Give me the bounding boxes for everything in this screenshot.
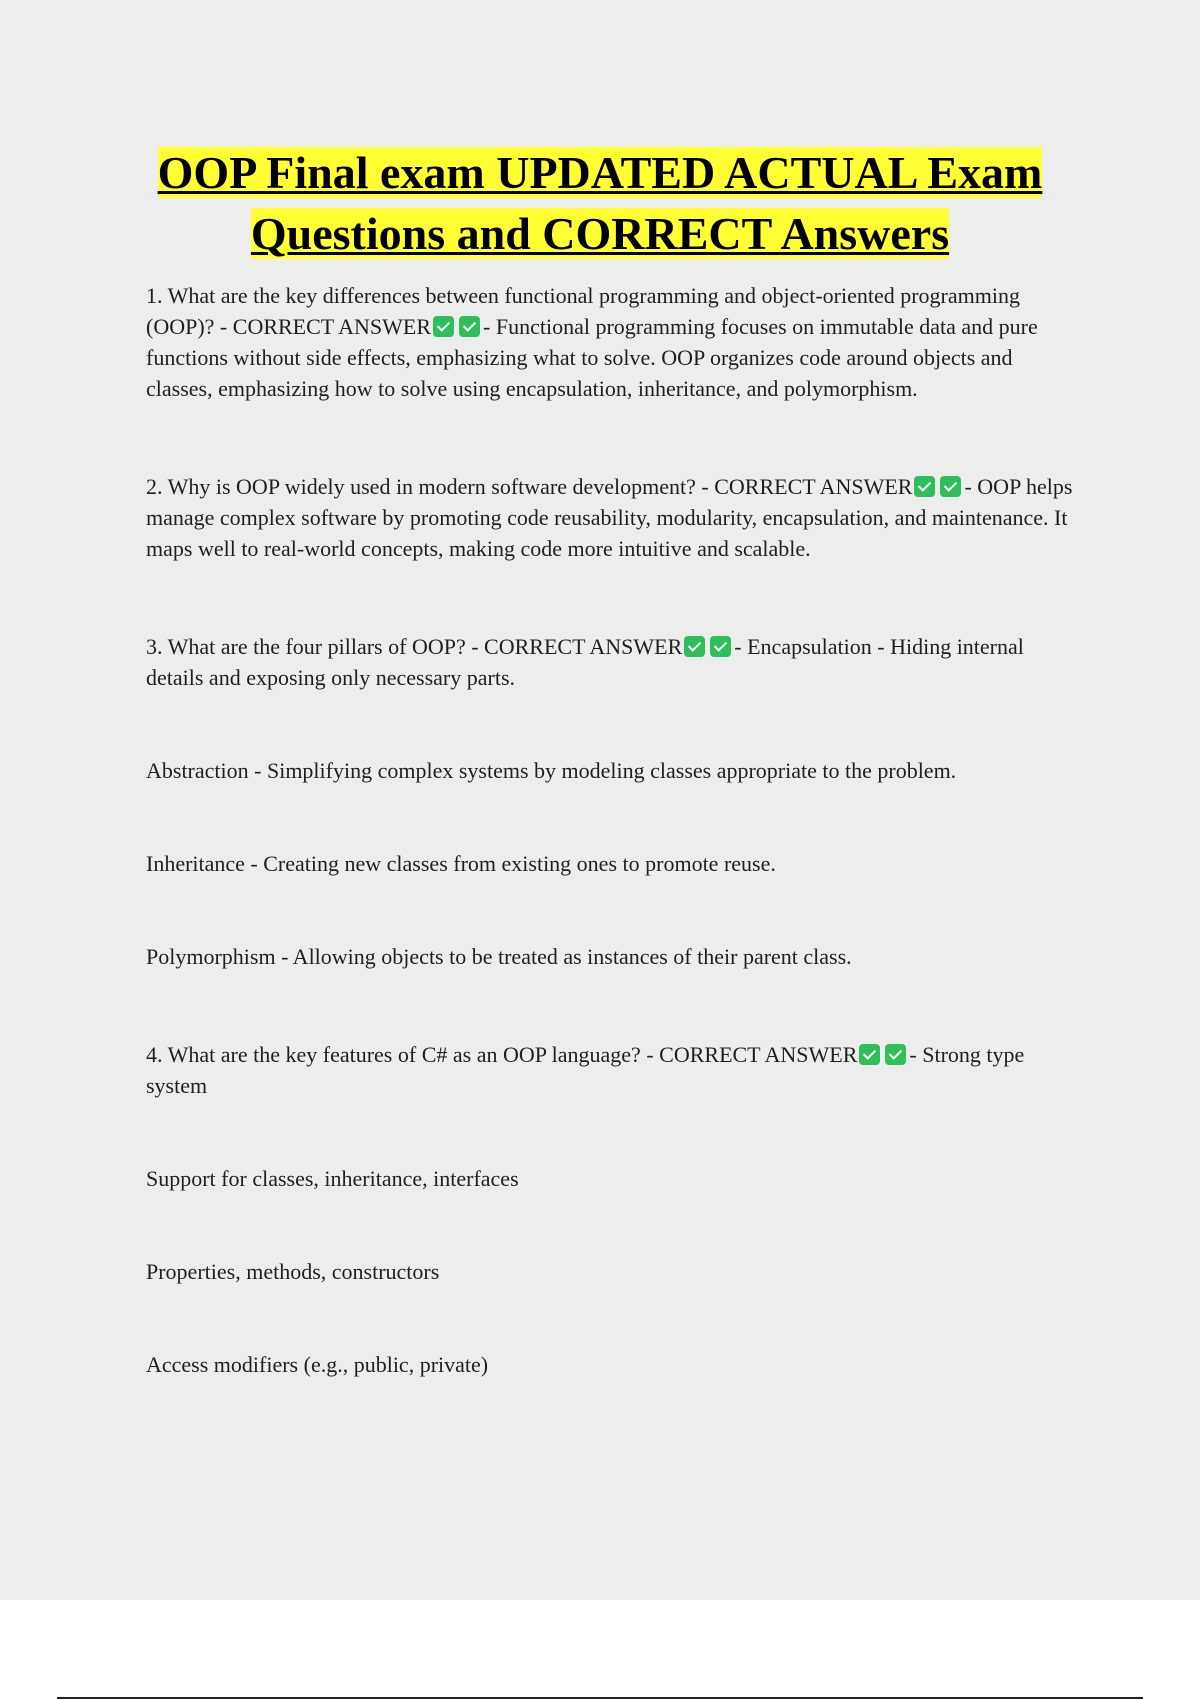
spacer: [146, 1287, 1076, 1349]
check-mark-icon: [914, 476, 935, 497]
question-4: [146, 1039, 1076, 1101]
check-mark-icon: [859, 1044, 880, 1065]
check-mark-icon: [885, 1044, 906, 1065]
question-3-extra-1: Abstraction - Simplifying complex systems by modeling classes appropriate to the problem.: [146, 758, 957, 783]
answer-marker: CORRECT ANSWER: [659, 1042, 858, 1067]
question-2-text: 2. Why is OOP widely used in modern software development? -: [146, 474, 715, 499]
question-1-answer: - Functional programming focuses on immutable data and pure functions without side effects, emphasizing what to solve. OOP organizes code around objects and classes, emphasizing how to solve using encapsulation, inheritance, and polymorphism.: [146, 314, 1038, 401]
question-4-extra-1: Support for classes, inheritance, interfaces: [146, 1166, 519, 1191]
spacer: [146, 786, 1076, 848]
question-3-extra-3: Polymorphism - Allowing objects to be treated as instances of their parent class.: [146, 944, 852, 969]
answer-marker: CORRECT ANSWER: [714, 474, 913, 499]
spacer: [146, 564, 1076, 631]
spacer: [146, 879, 1076, 941]
check-mark-icon: [684, 636, 705, 657]
question-3: [146, 631, 1076, 693]
question-4-text: 4. What are the key features of C# as an OOP language? -: [146, 1042, 660, 1067]
question-3-extra-2: Inheritance - Creating new classes from existing ones to promote reuse.: [146, 851, 776, 876]
document-title-text: OOP Final exam UPDATED ACTUAL Exam Questions and CORRECT Answers: [157, 147, 1043, 259]
question-4-extra-3: Access modifiers (e.g., public, private): [146, 1352, 489, 1377]
question-2: [146, 471, 1076, 564]
spacer: [146, 1194, 1076, 1256]
check-mark-icon: [710, 636, 731, 657]
answer-marker: CORRECT ANSWER: [232, 314, 432, 339]
spacer: [146, 1101, 1076, 1163]
spacer: [146, 693, 1076, 755]
question-1-text: 1. What are the key differences between functional programming and object-oriented programming (OOP)? -: [146, 283, 1020, 339]
question-4-extra-2: Properties, methods, constructors: [146, 1259, 440, 1284]
answer-marker: CORRECT ANSWER: [484, 634, 683, 659]
check-mark-icon: [433, 316, 454, 337]
check-mark-icon: [459, 316, 480, 337]
question-1: [146, 280, 1076, 404]
check-mark-icon: [940, 476, 961, 497]
document-body: [146, 280, 1076, 1380]
document-title: [100, 142, 1100, 264]
page-divider: [57, 1697, 1143, 1699]
spacer: [146, 404, 1076, 471]
question-2-answer: - OOP helps manage complex software by promoting code reusability, modularity, encapsulation, and maintenance. It maps well to real-world concepts, making code more intuitive and scalable.: [146, 474, 1073, 561]
question-4-answer: - Strong type system: [146, 1042, 1025, 1098]
question-3-answer: - Encapsulation - Hiding internal details and exposing only necessary parts.: [146, 634, 1024, 690]
spacer: [146, 972, 1076, 1039]
question-3-text: 3. What are the four pillars of OOP? -: [146, 634, 485, 659]
